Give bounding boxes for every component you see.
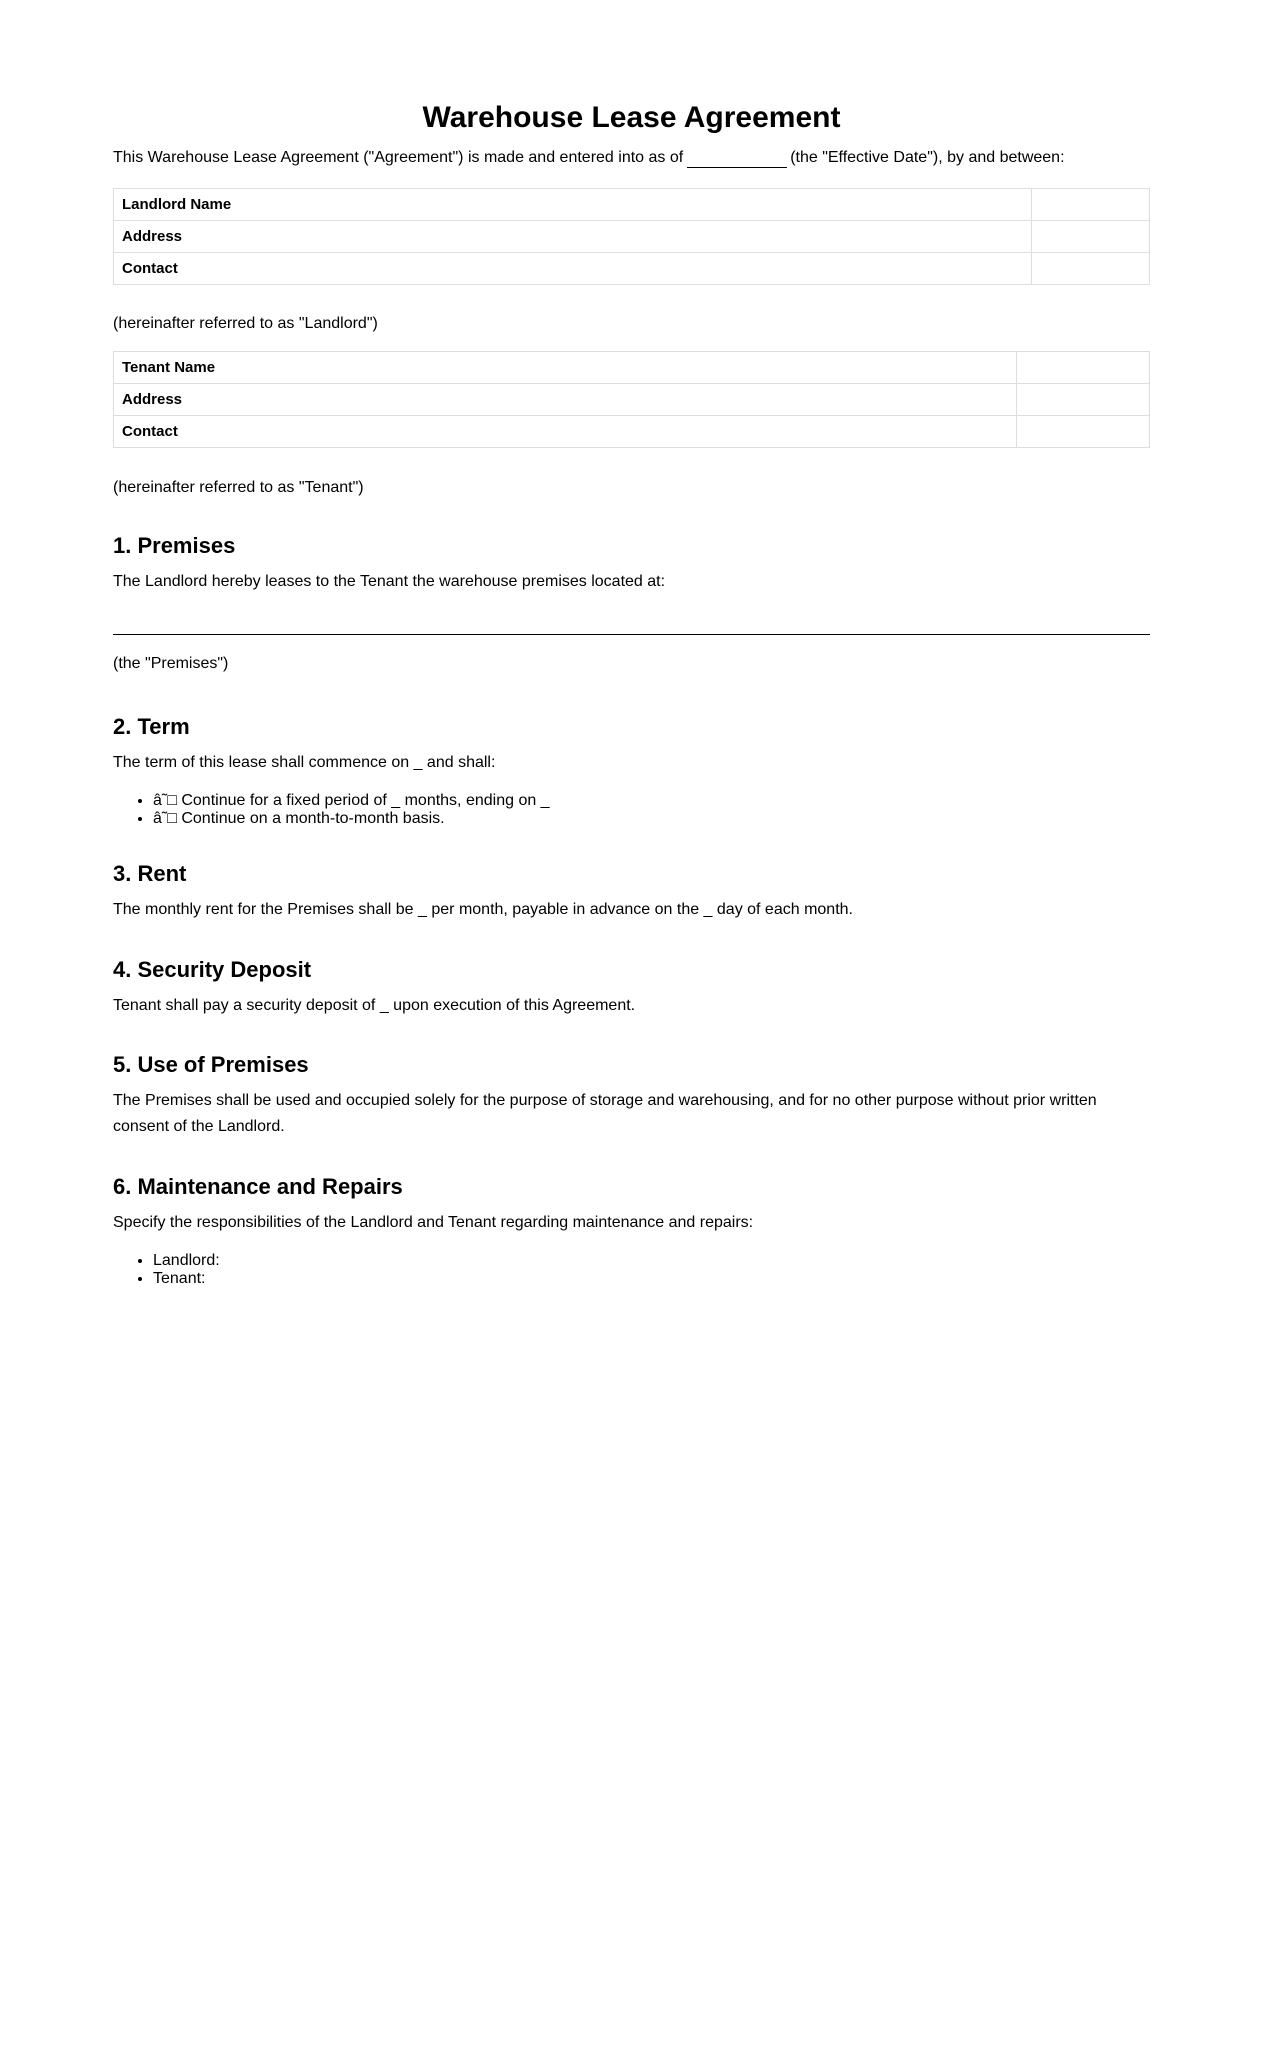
tenant-table bbox=[113, 351, 1150, 448]
section-heading-security-deposit: 4. Security Deposit bbox=[113, 957, 312, 982]
landlord-contact-label: Contact bbox=[114, 253, 1032, 285]
maintenance-responsibilities-list bbox=[113, 1252, 1150, 1288]
tenant-address-label: Address bbox=[114, 384, 1017, 416]
landlord-name-label: Landlord Name bbox=[114, 189, 1032, 221]
section-text-rent: The monthly rent for the Premises shall be _ per month, payable in advance on the _ day of each month. bbox=[113, 901, 853, 918]
tenant-contact-value[interactable] bbox=[1017, 416, 1150, 448]
term-options-list bbox=[113, 792, 1150, 828]
landlord-address-label: Address bbox=[114, 221, 1032, 253]
premises-note: (the "Premises") bbox=[113, 655, 229, 672]
intro-text-before: This Warehouse Lease Agreement ("Agreement") is made and entered into as of bbox=[113, 149, 684, 166]
table-row bbox=[114, 416, 1150, 448]
landlord-table bbox=[113, 188, 1150, 285]
section-text-maintenance: Specify the responsibilities of the Landlord and Tenant regarding maintenance and repairs: bbox=[113, 1214, 754, 1231]
section-heading-use-of-premises: 5. Use of Premises bbox=[113, 1052, 309, 1077]
intro-text-after: (the "Effective Date"), by and between: bbox=[790, 149, 1065, 166]
list-item: • â˜□ Continue for a fixed period of _ months, ending on _ bbox=[153, 792, 1150, 810]
tenant-reference: (hereinafter referred to as "Tenant") bbox=[113, 479, 364, 496]
landlord-name-value[interactable] bbox=[1032, 189, 1150, 221]
intro-paragraph bbox=[113, 148, 1150, 168]
premises-address-line[interactable] bbox=[113, 634, 1150, 635]
effective-date-blank[interactable] bbox=[687, 149, 787, 168]
section-heading-term: 2. Term bbox=[113, 714, 190, 739]
landlord-address-value[interactable] bbox=[1032, 221, 1150, 253]
section-heading-rent: 3. Rent bbox=[113, 861, 187, 886]
table-row bbox=[114, 384, 1150, 416]
table-row bbox=[114, 189, 1150, 221]
tenant-name-value[interactable] bbox=[1017, 352, 1150, 384]
list-item: • Landlord: bbox=[153, 1252, 1150, 1270]
section-heading-maintenance: 6. Maintenance and Repairs bbox=[113, 1174, 403, 1199]
list-item: • Tenant: bbox=[153, 1270, 1150, 1288]
lease-document bbox=[113, 0, 1150, 1288]
section-text-use-of-premises: The Premises shall be used and occupied solely for the purpose of storage and warehousing, and for no other purpose without prior written consent of the Landlord. bbox=[113, 1092, 1097, 1135]
list-item: • â˜□ Continue on a month-to-month basis. bbox=[153, 810, 1150, 828]
table-row bbox=[114, 253, 1150, 285]
landlord-reference: (hereinafter referred to as "Landlord") bbox=[113, 315, 378, 332]
landlord-contact-value[interactable] bbox=[1032, 253, 1150, 285]
section-heading-premises: 1. Premises bbox=[113, 533, 236, 558]
tenant-address-value[interactable] bbox=[1017, 384, 1150, 416]
table-row bbox=[114, 221, 1150, 253]
section-text-security-deposit: Tenant shall pay a security deposit of _ upon execution of this Agreement. bbox=[113, 997, 636, 1014]
section-text-term: The term of this lease shall commence on _ and shall: bbox=[113, 754, 496, 771]
document-title: Warehouse Lease Agreement bbox=[422, 101, 841, 134]
tenant-name-label: Tenant Name bbox=[114, 352, 1017, 384]
table-row bbox=[114, 352, 1150, 384]
section-text-premises: The Landlord hereby leases to the Tenant the warehouse premises located at: bbox=[113, 573, 666, 590]
tenant-contact-label: Contact bbox=[114, 416, 1017, 448]
